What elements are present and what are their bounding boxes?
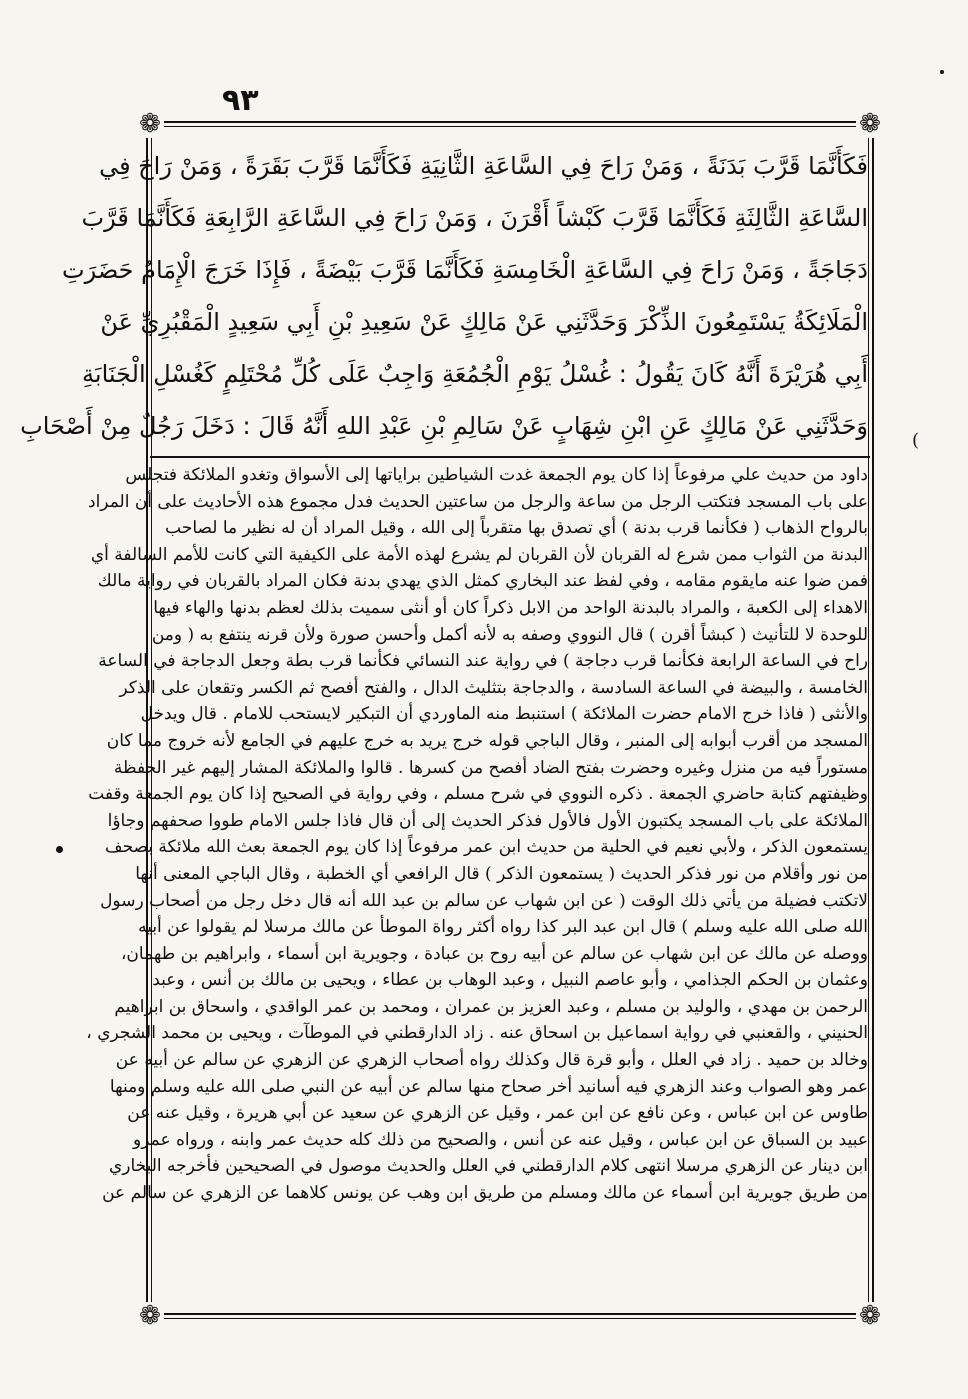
sharh-line: الرحمن بن مهدي ، والوليد بن مسلم ، وعبد العزيز بن عمران ، ومحمد بن عمر الواقدي ، واسحاق بن ابراهيم: [114, 996, 868, 1017]
ink-speck: [56, 846, 63, 853]
sharh-line: المسجد من أقرب أبوابه إلى المنبر ، وقال الباجي قوله خرج يريد به خرج عليهم في الجامع لأنه خروج مما كان: [106, 730, 868, 751]
floral-corner-ornament-icon: ❁: [136, 1302, 164, 1330]
sharh-line: بالرواح الذهاب ( فكأنما قرب بدنة ) أي تصدق بها متقرباً إلى الله ، وقيل المراد أن له نظير ما لصاحب: [165, 518, 868, 539]
sharh-line: راح في الساعة الرابعة فكأنما قرب دجاجة ) في رواية عند النسائي فكأنما قرب بطة وجعل الدجاجة في الساعة: [98, 651, 868, 672]
sharh-line: عبيد بن السباق عن ابن عباس ، وقيل عنه عن أنس ، والصحيح من ذلك كله حديث عمر وابنه ، ورواه عمرو: [133, 1129, 868, 1150]
sharh-line: فمن ضوا عنه مايقوم مقامه ، وفي لفظ عند البخاري كمثل الذي يهدي بدنة فكان المراد بالقربان في رواية مالك: [97, 571, 868, 592]
sharh-line: لاتكتب فضيلة من يأتي ذلك الوقت ( عن ابن شهاب عن سالم بن عبد الله أنه قال دخل رجل من أصحاب رسول: [100, 890, 868, 911]
sharh-line: الاهداء إلى الكعبة ، والمراد بالبدنة الواحد من الابل ذكراً كان أو أنثى سميت بذلك لعظم بدنها والهاء فيها: [153, 597, 868, 618]
matn-line: السَّاعَةِ الثَّالِثَةِ فَكَأَنَّمَا قَرَّبَ كَبْشاً أَقْرَنَ ، وَمَنْ رَاحَ فِي السَّاعَةِ الرَّابِعَةِ فَكَأَنَّمَا قَرَّبَ: [81, 204, 868, 232]
sharh-line: عمر وهو الصواب وعند الزهري فيه أسانيد أخر صحاح منها سالم عن أبيه عن النبي صلى الله عليه وسلم ومنها: [109, 1076, 868, 1097]
floral-corner-ornament-icon: ❁: [856, 110, 884, 138]
sharh-line: يستمعون الذكر ، ولأبي نعيم في الحلية من حديث ابن عمر مرفوعاً إذا كان يوم الجمعة بعث الله ملائكة بصحف: [104, 837, 868, 858]
ink-speck: [940, 70, 944, 74]
frame-top-line: [152, 121, 868, 123]
matn-line: دَجَاجَةً ، وَمَنْ رَاحَ فِي السَّاعَةِ الْخَامِسَةِ فَكَأَنَّمَا قَرَّبَ بَيْضَةً ، فَإِذَا خَرَجَ الْإِمَامُ حَضَرَتِ: [62, 256, 868, 284]
sharh-line: والأنثى ( فاذا خرج الامام حضرت الملائكة ) استنبط منه الماوردي أن التبكير لايستحب للامام . قال ويدخل: [140, 704, 868, 725]
matn-text-block: [20, 140, 868, 456]
frame-top-line-inner: [152, 126, 868, 127]
frame-bottom-line-inner: [152, 1318, 868, 1319]
sharh-line: ابن دينار عن الزهري مرسلا انتهى كلام الدارقطني في العلل والحديث موصول في الصحيحين فأخرجه البخاري: [108, 1156, 868, 1177]
sharh-line: طاوس عن ابن عباس ، وعن نافع عن ابن عمر ، وقيل عن الزهري عن سعيد عن أبي هريرة ، وقيل عنه عن: [127, 1103, 868, 1124]
sharh-line: الخامسة ، والبيضة في الساعة السادسة ، والدجاجة بتثليث الدال ، والفتح أفصح ثم الكسر وتقعان على الذكر: [119, 677, 868, 698]
frame-right-line: [872, 121, 874, 1319]
sharh-line: الحنيني ، والقعنبي في رواية اسماعيل بن اسحاق عنه . زاد الدارقطني في الموطآت ، ويحيى بن محمد الشجري ،: [86, 1023, 868, 1044]
frame-bottom-line: [152, 1313, 868, 1315]
sharh-line: داود من حديث علي مرفوعاً إذا كان يوم الجمعة غدت الشياطين براياتها إلى الأسواق وتغدو الملائكة فتجلس: [125, 465, 868, 485]
sharh-line: من طريق جويرية ابن أسماء عن مالك ومسلم من طريق ابن وهب عن يونس كلاهما عن الزهري عن سالم عن: [102, 1183, 868, 1204]
sharh-line: على باب المسجد فتكتب الرجل من ساعة والرجل من ساعتين الحديث فدل مجموع هذه الأحاديث على أن المراد: [88, 491, 868, 512]
sharh-text-block: [86, 462, 868, 1312]
sharh-line: البدنة من الثواب ممن شرع له القربان لأن القربان لم يشرع لهذه الأمة على الكيفية التي كانت للأمم السالفة أي: [90, 544, 868, 565]
matn-line: أَبِي هُرَيْرَةَ أَنَّهُ كَانَ يَقُولُ : غُسْلُ يَوْمِ الْجُمُعَةِ وَاجِبٌ عَلَى كُلِّ مُحْتَلِمٍ كَغُسْلِ الْجَنَابَةِ: [82, 360, 868, 388]
floral-corner-ornament-icon: ❁: [136, 110, 164, 138]
sharh-line: من نور وأقلام من نور فذكر الحديث ( يستمعون الذكر ) قال الرافعي أي الخطبة ، وقال الباجي المعنى أنها: [135, 863, 868, 884]
frame-divider-line: [150, 456, 870, 458]
sharh-line: ووصله عن مالك عن ابن شهاب عن سالم عن أبيه روح بن عبادة ، وجويرية ابن أسماء ، وابراهيم بن طهمان،: [120, 943, 868, 964]
margin-parenthesis-mark: (: [912, 430, 920, 451]
sharh-line: وعثمان بن الحكم الجذامي ، وأبو عاصم النبيل ، وعبد الوهاب بن عطاء ، ويحيى بن مالك بن أنس ، وعبد: [152, 970, 868, 991]
floral-corner-ornament-icon: ❁: [856, 1302, 884, 1330]
matn-line: وَحَدَّثَنِي عَنْ مَالِكٍ عَنِ ابْنِ شِهَابٍ عَنْ سَالِمِ بْنِ عَبْدِ اللهِ أَنَّهُ قَالَ : دَخَلَ رَجُلٌ مِنْ أَصْحَابِ: [20, 412, 868, 440]
sharh-line: وظيفتهم كتابة حاضري الجمعة . ذكره النووي في شرح مسلم ، وفي رواية في الصحيح إذا كان يوم الجمعة وقفت: [88, 784, 868, 805]
sharh-line: الله صلى الله عليه وسلم ) قال ابن عبد البر كذا رواه أكثر رواة الموطأ عن مالك مرسلا لم يقولوا عن أبيه: [138, 917, 868, 938]
sharh-line: الملائكة على باب المسجد يكتبون الأول فالأول فذكر الحديث إلى أن قال فاذا جلس الامام طووا صحفهم وجاؤا: [107, 810, 868, 831]
page-number: ٩٣: [222, 83, 259, 118]
sharh-line: للوحدة لا للتأنيث ( كبشاً أقرن ) قال النووي وصفه به لأنه أكمل وأحسن صورة ولأن قرنه ينتفع به ( ومن: [151, 624, 868, 645]
matn-line: الْمَلَائِكَةُ يَسْتَمِعُونَ الذِّكْرَ وَحَدَّثَنِي عَنْ مَالِكٍ عَنْ سَعِيدِ بْنِ أَبِي سَعِيدٍ الْمَقْبُرِيِّ عَنْ: [100, 308, 868, 336]
matn-line: فَكَأَنَّمَا قَرَّبَ بَدَنَةً ، وَمَنْ رَاحَ فِي السَّاعَةِ الثَّانِيَةِ فَكَأَنَّمَا قَرَّبَ بَقَرَةً ، وَمَنْ رَاحَ فِي: [99, 152, 868, 180]
frame-right-line-inner: [868, 121, 869, 1319]
sharh-line: وخالد بن حميد . زاد في العلل ، وأبو قرة قال وكذلك رواه أصحاب الزهري عن الزهري عن سالم عن أبيه عن: [115, 1050, 868, 1071]
sharh-line: مستوراً فيه من منزل وغيره وحضرت بفتح الضاد أفصح من كسرها . قالوا والملائكة المشار إليهم غير الحفظة: [113, 757, 868, 778]
